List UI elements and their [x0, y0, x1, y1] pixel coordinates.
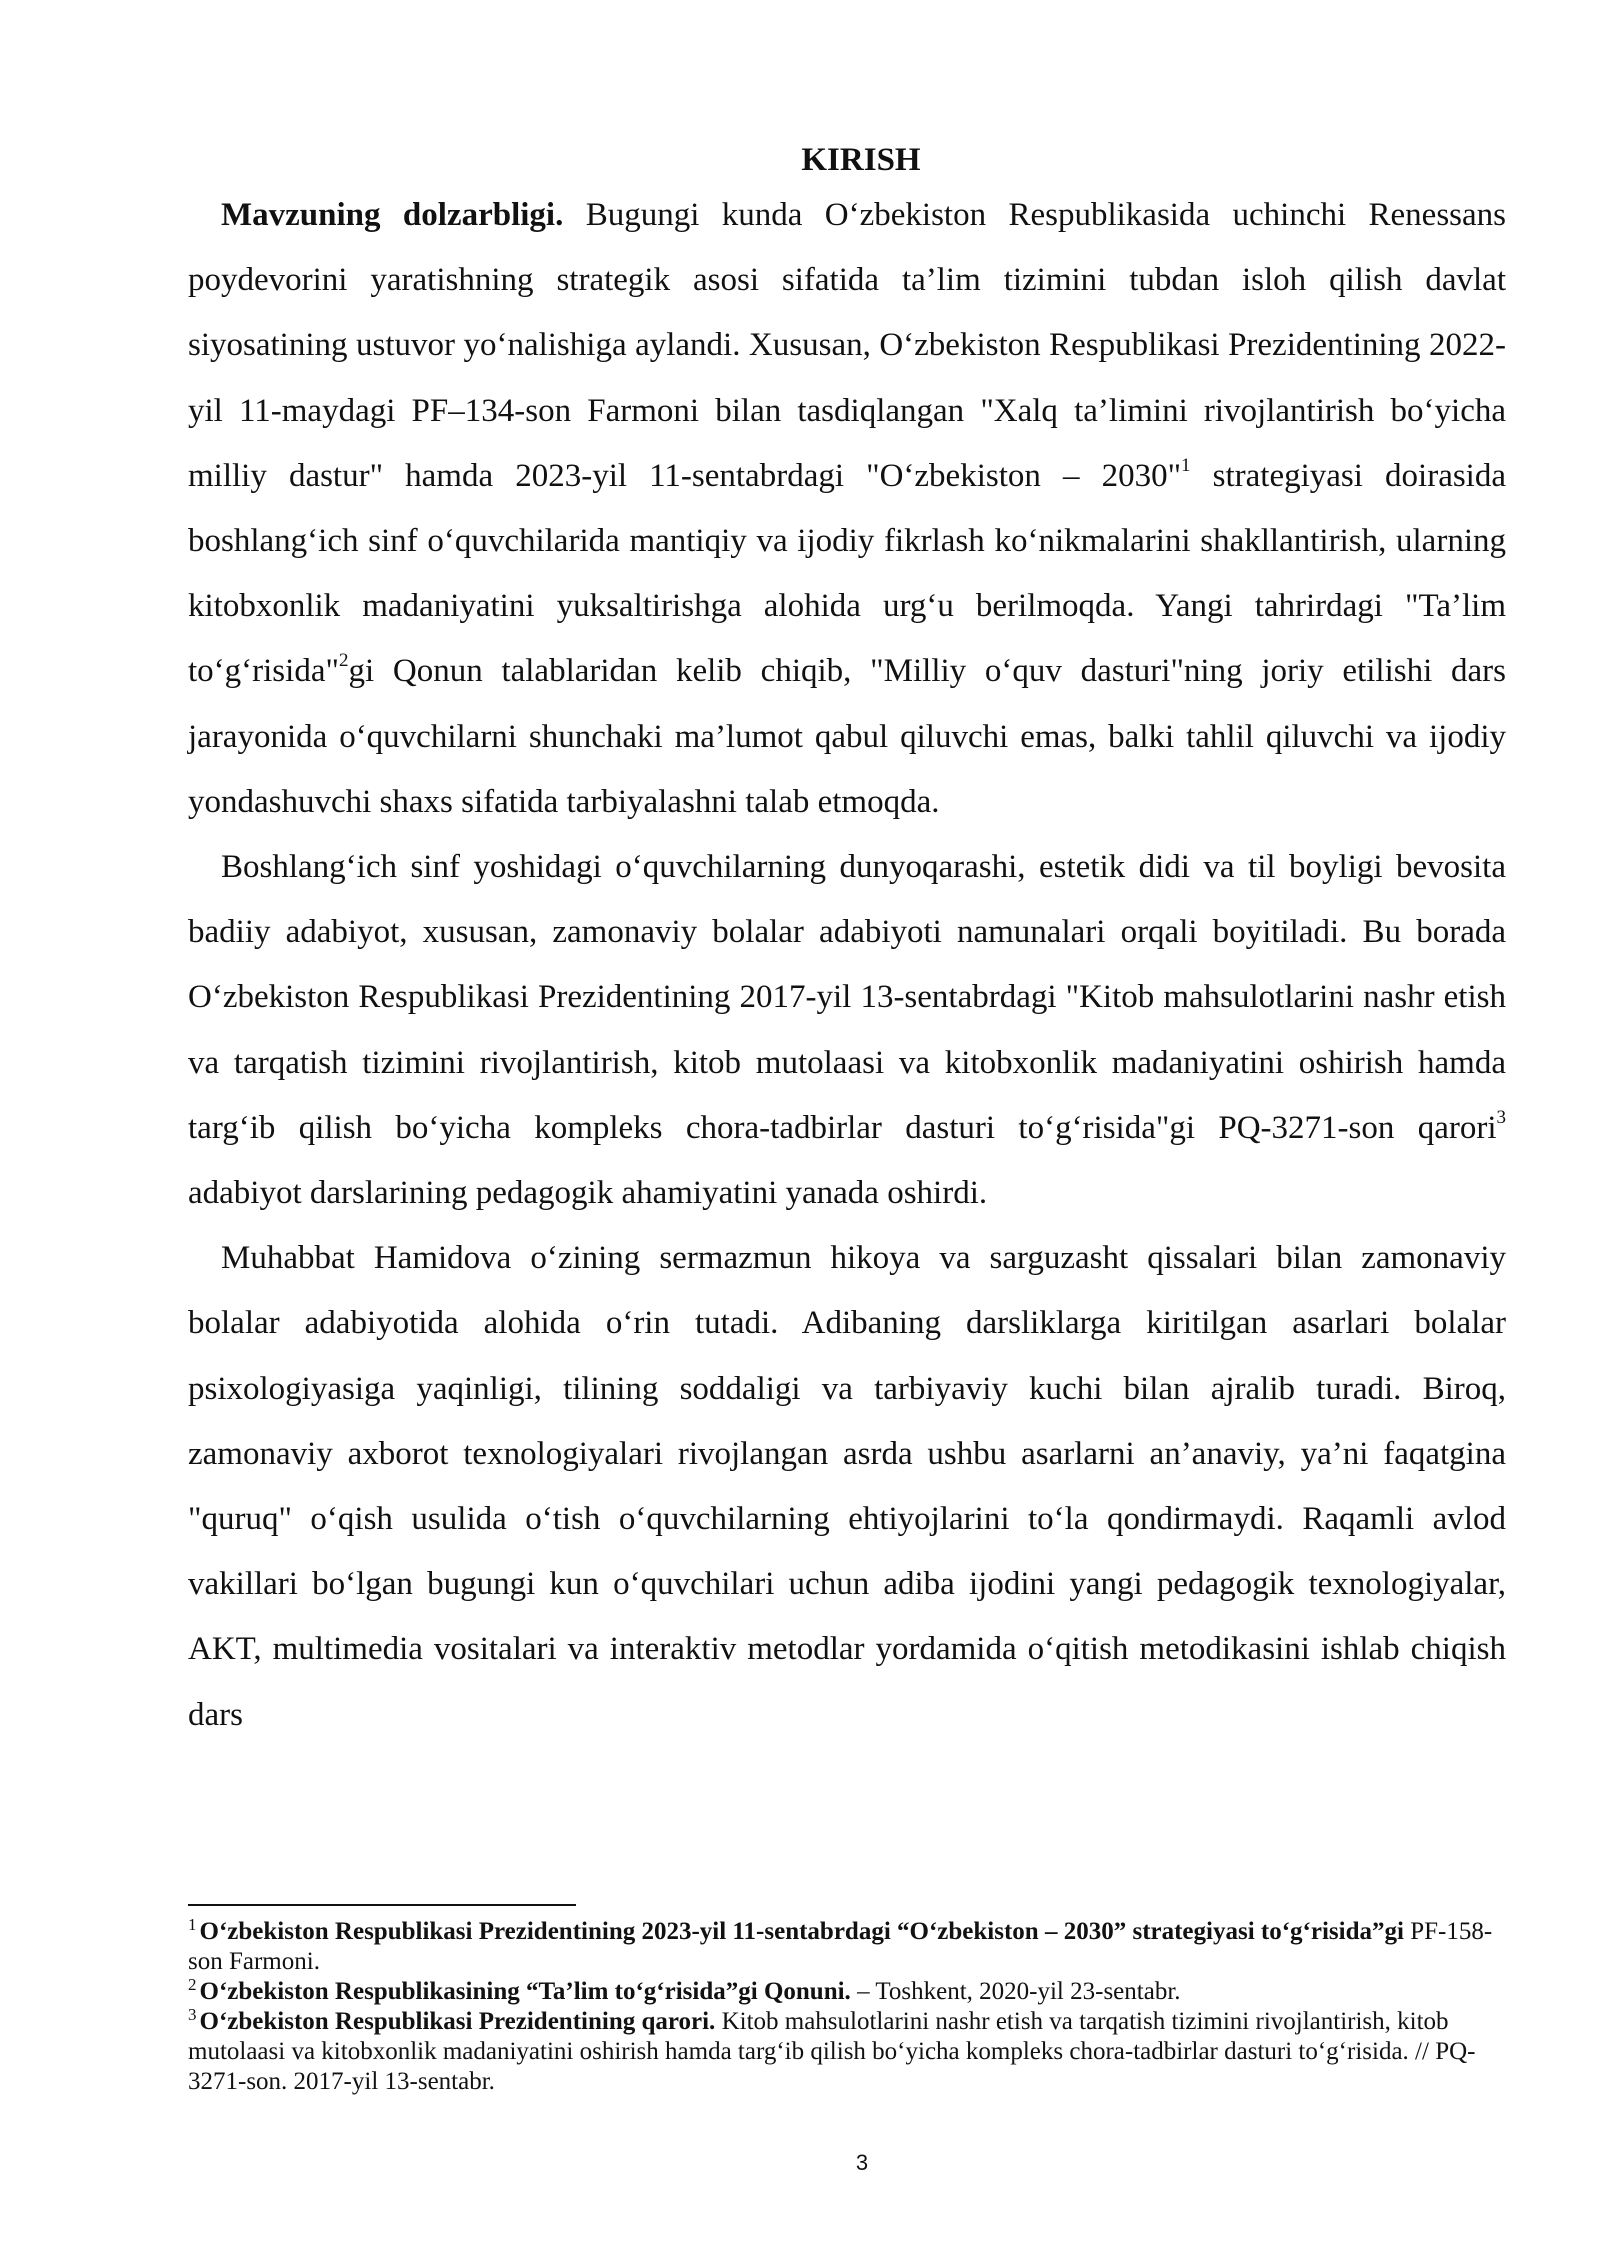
- footnote-3: [188, 2007, 1506, 2097]
- footnote-bold-text: O‘zbekiston Respublikasi Prezidentining qarori.: [199, 2008, 716, 2035]
- paragraph-text: Boshlang‘ich sinf yoshidagi o‘quvchilarning dunyoqarashi, estetik didi va til boyligi bevosita badiiy adabiyot, xususan, zamonaviy bolalar adabiyoti namunalari orqali boyitiladi. Bu borada O‘zbekiston Respublikasi Prezidentining 2017-yil 13-sentabrdagi "Kitob mahsulotlarini nashr etish va tarqatish tizimini rivojlantirish, kitob mutolaasi va kitobxonlik madaniyatini oshirish hamda targ‘ib qilish bo‘yicha kompleks chora-tadbirlar dasturi to‘g‘risida"gi PQ-3271-son qarori: [188, 849, 1506, 1146]
- footnote-number: 2: [188, 1975, 197, 1994]
- paragraph-relevance: [188, 183, 1506, 835]
- paragraph-text: gi Qonun talablaridan kelib chiqib, "Milliy o‘quv dasturi"ning joriy etilishi dars jarayonida o‘quvchilarni shunchaki ma’lumot qabul qiluvchi emas, balki tahlil qiluvchi va ijodiy yondashuvchi shaxs sifatida tarbiyalashni talab etmoqda.: [188, 653, 1506, 820]
- section-heading: KIRISH: [801, 142, 921, 178]
- footnote-2: [188, 1977, 1506, 2007]
- paragraph-lead: Mavzuning dolzarbligi.: [221, 197, 564, 233]
- paragraph-text: Muhabbat Hamidova o‘zining sermazmun hikoya va sarguzasht qissalari bilan zamonaviy bolalar adabiyotida alohida o‘rin tutadi. Adibaning darsliklarga kiritilgan asarlari bolalar psixologiyasiga yaqinligi, tilining soddaligi va tarbiyaviy kuchi bilan ajralib turadi. Biroq, zamonaviy axborot texnologiyalari rivojlangan asrda ushbu asarlarni an’anaviy, ya’ni faqatgina "quruq" o‘qish usulida o‘tish o‘quvchilarning ehtiyojlarini to‘la qondirmaydi. Raqamli avlod vakillari bo‘lgan bugungi kun o‘quvchilari uchun adiba ijodini yangi pedagogik texnologiyalar, AKT, multimedia vositalari va interaktiv metodlar yordamida o‘qitish metodikasini ishlab chiqish dars: [188, 1240, 1506, 1733]
- footnote-ref-1[interactable]: 1: [1181, 454, 1191, 476]
- paragraph-text: Bugungi kunda O‘zbekiston Respublikasida uchinchi Renessans poydevorini yaratishning strategik asosi sifatida ta’lim tizimini tubdan isloh qilish davlat siyosatining ustuvor yo‘nalishiga aylandi. Xususan, O‘zbekiston Respublikasi Prezidentining 2022-yil 11-maydagi PF–134-son Farmoni bilan tasdiqlangan "Xalq ta’limini rivojlantirish bo‘yicha milliy dastur" hamda 2023-yil 11-sentabrdagi "O‘zbekiston – 2030": [188, 197, 1506, 494]
- footnote-ref-2[interactable]: 2: [338, 650, 349, 672]
- footnote-text: Kitob mahsulotlarini nashr etish va tarqatish tizimini rivojlantirish, kitob mutolaasi va kitobxonlik madaniyatini oshirish hamda targ‘ib qilish bo‘yicha kompleks chora-tadbirlar dasturi to‘g‘risida. // PQ-3271-son. 2017-yil 13-sentabr.: [188, 2008, 1476, 2095]
- footnote-bold-text: O‘zbekiston Respublikasi Prezidentining 2023-yil 11-sentabrdagi “O‘zbekiston – 2030” strategiyasi to‘g‘risida”gi: [199, 1918, 1404, 1945]
- body-text: [188, 138, 1506, 1748]
- footnote-ref-3[interactable]: 3: [1496, 1106, 1506, 1128]
- footnote-separator: [188, 1904, 576, 1906]
- paragraph-text: adabiyot darslarining pedagogik ahamiyatini yanada oshirdi.: [188, 1175, 988, 1212]
- footnote-number: 1: [188, 1915, 197, 1934]
- paragraph-author: [188, 1226, 1506, 1748]
- footnotes: [188, 1917, 1506, 2097]
- footnote-1: [188, 1917, 1506, 1977]
- footnote-bold-text: O‘zbekiston Respublikasining “Ta’lim to‘g‘risida”gi Qonuni.: [199, 1978, 851, 2005]
- paragraph-text: strategiyasi doirasida boshlang‘ich sinf o‘quvchilarida mantiqiy va ijodiy fikrlash ko‘nikmalarini shakllantirish, ularning kitobxonlik madaniyatini yuksaltirishga alohida urg‘u berilmoqda. Yangi tahrirdagi "Ta’lim to‘g‘risida": [188, 457, 1506, 690]
- page-number: 3: [855, 2150, 869, 2175]
- paragraph-literature: [188, 835, 1506, 1226]
- footnote-text: – Toshkent, 2020-yil 23-sentabr.: [850, 1978, 1181, 2005]
- footnote-number: 3: [188, 2005, 197, 2024]
- footnote-text: PF-158-son Farmoni.: [188, 1918, 1493, 1975]
